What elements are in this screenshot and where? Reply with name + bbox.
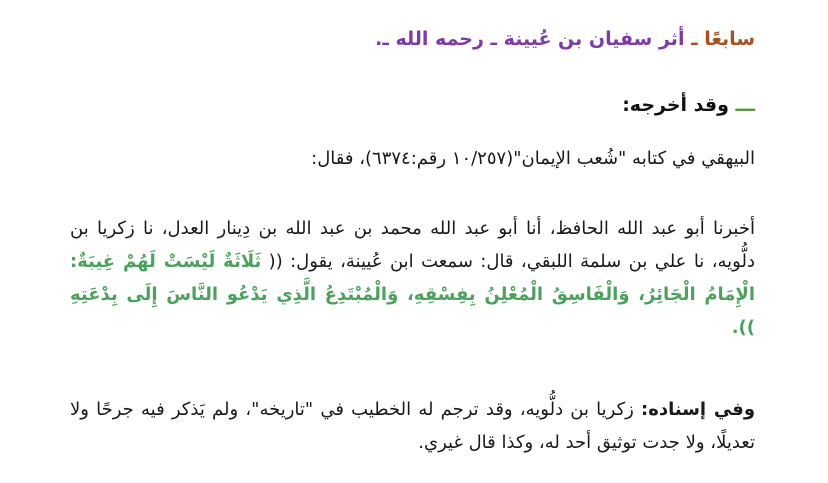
subheading (622, 96, 755, 115)
narration-close: )). (731, 317, 755, 338)
heading-dash: ـ (684, 28, 705, 50)
isnad-paragraph (70, 393, 755, 459)
isnad-lead: وفي إسناده: (641, 399, 756, 420)
subheading-label: وقد أخرجه: (622, 94, 729, 116)
heading-dash: ـ (483, 28, 504, 50)
heading-dash: ـ. (375, 28, 396, 50)
subheading-dash: ـــ (728, 94, 755, 116)
narration-paragraph (70, 212, 755, 344)
narration-quote: ثَلَاثَةٌ لَيْسَتْ لَهُمْ غِيبَةٌ: الْإِمَامُ الْجَائِرُ، وَالْفَاسِقُ الْمُعْلِنُ بِفِسْقِهِ، وَالْمُبْتَدِعُ الَّذِي يَدْعُو النَّاسَ إِلَى بِدْعَتِهِ (70, 251, 755, 305)
heading-title: أثر سفيان بن عُيينة (503, 28, 685, 50)
isnad-text: زكريا بن دلُّويه، وقد ترجم له الخطيب في "تاريخه"، ولم يَذكر فيه جرحًا ولا تعديلًا، ولا جدت توثيق أحد له، وكذا قال غيري. (70, 399, 755, 453)
section-heading (375, 30, 755, 49)
heading-prayer: رحمه الله (395, 28, 484, 50)
narration-chain: أخبرنا أبو عبد الله الحافظ، أنا أبو عبد الله محمد بن عبد الله بن دِينار العدل، نا زكريا بن دلُّويه، نا علي بن سلمة اللبقي، قال: سمعت ابن عُيينة، يقول: (( (70, 218, 755, 272)
heading-number: سابعًا (704, 28, 755, 50)
source-line: البيهقي في كتابه "شُعب الإيمان"(١٠/٢٥٧ رقم:٦٣٧٤)، فقال: (311, 148, 755, 169)
